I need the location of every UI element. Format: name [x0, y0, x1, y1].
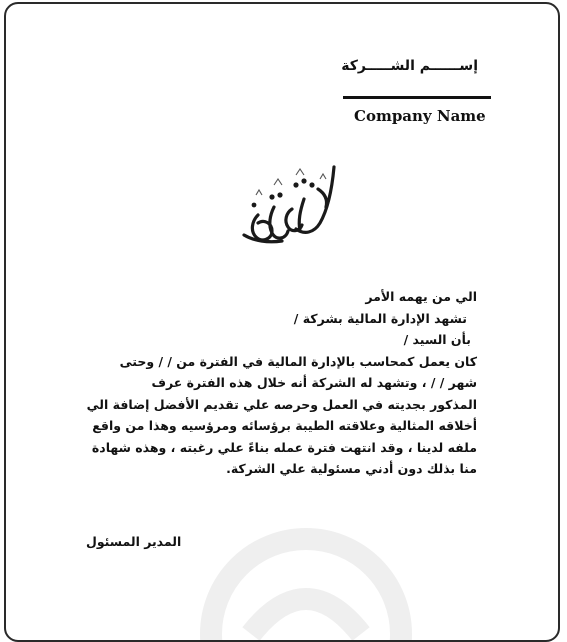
company-name-arabic: إســــــم الشـــــركة — [341, 58, 478, 74]
body-line: كان يعمل كمحاسب بالإدارة المالية في الفترة من / / وحتى — [119, 353, 477, 369]
body-line: تشهد الإدارة المالية بشركة / — [293, 310, 467, 326]
company-name: Company Name — [354, 107, 486, 125]
body-line: الي من يهمه الأمر — [365, 289, 477, 304]
body-line: أخلاقه المثالية وعلاقته الطيبة برؤسائه ومرؤسيه وهذا من واقع — [92, 418, 477, 433]
body-line: المذكور بجديته في العمل وحرصه علي تقديم الأفضل إضافة الي — [86, 396, 477, 412]
certificate-title-calligraphy — [234, 149, 354, 249]
signature-label: المدير المسئول — [86, 534, 182, 549]
watermark-logo — [156, 504, 456, 642]
header-divider — [343, 96, 491, 99]
body-line: ملفه لدينا ، وقد انتهت فترة عمله بناءً علي رغبته ، وهذه شهادة — [91, 439, 477, 455]
certificate-page — [4, 2, 560, 642]
body-line: شهر / / ، وتشهد له الشركة أنه خلال هذه الفترة عرف — [151, 375, 477, 390]
body-line: منا بذلك دون أدني مسئولية علي الشركة. — [226, 461, 477, 476]
body-line: بأن السيد / — [403, 332, 471, 347]
certificate-body — [57, 286, 477, 480]
